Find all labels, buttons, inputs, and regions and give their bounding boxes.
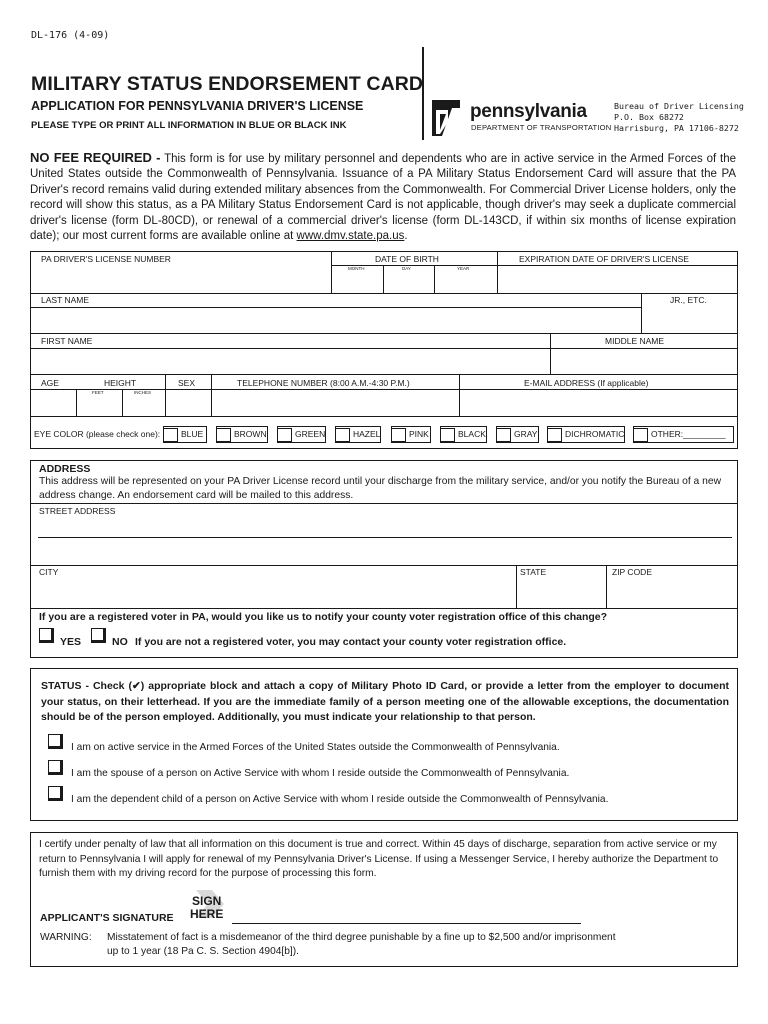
eye-option-label: OTHER:_________	[651, 429, 726, 439]
status-option-checkbox[interactable]	[48, 734, 63, 749]
first-name-label: FIRST NAME	[41, 336, 93, 346]
status-instructions: STATUS - Check (✔) appropriate block and attach a copy of Military Photo ID Card, or provide a letter from the employer to document your status, on their letterhead. If you are the immediate family of a person meeting one of the allowable exceptions, the documentation should be of the person employed. Additionally, you must indicate your relationship to that person.	[41, 680, 729, 723]
keystone-logo-icon	[428, 96, 464, 138]
status-option-active-service: I am on active service in the Armed Forces of the United States outside the Commonwealth of Pennsylvania.	[71, 742, 560, 753]
dob-month-label: MONTH	[348, 266, 365, 271]
eye-option-gray[interactable]	[496, 426, 539, 443]
city-label: CITY	[39, 567, 59, 577]
dob-year-label: YEAR	[457, 266, 470, 271]
status-option-spouse: I am the spouse of a person on Active Service with whom I reside outside the Commonwealth of Pennsylvania.	[71, 768, 570, 779]
eye-option-label: GREEN	[295, 429, 326, 439]
logo-department: DEPARTMENT OF TRANSPORTATION	[471, 123, 612, 132]
eye-option-label: HAZEL	[353, 429, 381, 439]
street-label: STREET ADDRESS	[39, 506, 116, 516]
dmv-website-link[interactable]: www.dmv.state.pa.us	[296, 230, 405, 243]
age-field[interactable]	[31, 390, 76, 416]
intro-paragraph	[30, 150, 736, 244]
voter-yes-label: YES	[60, 636, 82, 648]
checkbox[interactable]	[496, 428, 511, 442]
first-name-field[interactable]	[31, 349, 550, 374]
eye-option-label: BROWN	[234, 429, 267, 439]
height-inches-field[interactable]	[123, 396, 165, 416]
voter-yes-checkbox[interactable]	[39, 628, 54, 643]
intro-end: .	[404, 230, 408, 243]
zip-field[interactable]	[607, 579, 737, 608]
zip-label: ZIP CODE	[612, 567, 652, 577]
eye-option-other[interactable]	[633, 426, 734, 443]
page-subtitle: APPLICATION FOR PENNSYLVANIA DRIVER'S LICENSE	[31, 99, 364, 113]
eye-color-label: EYE COLOR (please check one):	[34, 429, 161, 439]
checkbox[interactable]	[547, 428, 562, 442]
checkbox[interactable]	[391, 428, 406, 442]
city-field[interactable]	[31, 579, 516, 608]
sign-here-line2: HERE	[190, 907, 224, 921]
middle-name-field[interactable]	[551, 349, 737, 374]
bureau-address	[614, 101, 744, 134]
eye-option-label: GRAY	[514, 429, 538, 439]
address-heading: ADDRESS	[39, 463, 91, 475]
status-option-checkbox[interactable]	[48, 786, 63, 801]
checkbox[interactable]	[440, 428, 455, 442]
eye-option-dichromatic[interactable]	[547, 426, 625, 443]
eye-option-label: DICHROMATIC	[565, 429, 625, 439]
checkbox[interactable]	[277, 428, 292, 442]
email-field[interactable]	[460, 390, 737, 416]
voter-question: If you are a registered voter in PA, would you like us to notify your county voter registration office of this change?	[39, 611, 608, 623]
signature-label: APPLICANT'S SIGNATURE	[40, 912, 174, 924]
street-field[interactable]	[38, 518, 732, 537]
sex-label: SEX	[178, 378, 196, 388]
address-note: This address will be represented on your PA Driver License record until your discharge from the military service, and/or you notify the Bureau of a new address change. An endorsement card will be mailed to this address.	[39, 476, 722, 501]
height-feet-label: FEET	[92, 390, 104, 395]
eye-option-blue[interactable]	[163, 426, 207, 443]
checkbox[interactable]	[216, 428, 231, 442]
eye-option-brown[interactable]	[216, 426, 268, 443]
email-label: E-MAIL ADDRESS (If applicable)	[524, 378, 649, 388]
warning-line-2: up to 1 year (18 Pa C. S. Section 4904[b]).	[107, 946, 299, 957]
dob-day-label: DAY	[402, 266, 411, 271]
expiration-label: EXPIRATION DATE OF DRIVER'S LICENSE	[519, 254, 689, 264]
sex-field[interactable]	[166, 390, 211, 416]
status-option-checkbox[interactable]	[48, 760, 63, 775]
warning-line-1: Misstatement of fact is a misdemeanor of the third degree punishable by a fine up to $2,500 and/or imprisonment	[107, 932, 616, 943]
dob-label: DATE OF BIRTH	[375, 254, 439, 264]
voter-no-checkbox[interactable]	[91, 628, 106, 643]
last-name-field[interactable]	[31, 308, 641, 333]
form-number: DL-176 (4-09)	[31, 30, 110, 41]
bureau-line: Harrisburg, PA 17106-8272	[614, 123, 739, 133]
license-number-field[interactable]	[31, 265, 331, 293]
page-title: MILITARY STATUS ENDORSEMENT CARD	[31, 73, 424, 95]
bureau-line: P.O. Box 68272	[614, 112, 684, 122]
bureau-line: Bureau of Driver Licensing	[614, 101, 744, 111]
expiration-field[interactable]	[498, 266, 737, 293]
middle-name-label: MIDDLE NAME	[605, 336, 665, 346]
warning-label: WARNING:	[40, 932, 92, 943]
eye-option-hazel[interactable]	[335, 426, 381, 443]
suffix-field[interactable]	[642, 307, 737, 333]
height-feet-field[interactable]	[77, 396, 122, 416]
ink-instruction: PLEASE TYPE OR PRINT ALL INFORMATION IN BLUE OR BLACK INK	[31, 120, 347, 131]
checkbox[interactable]	[633, 428, 648, 442]
suffix-label: JR., ETC.	[670, 295, 707, 305]
status-option-dependent: I am the dependent child of a person on Active Service with whom I reside outside the Commonwealth of Pennsylvania.	[71, 794, 609, 805]
height-label: HEIGHT	[104, 378, 137, 388]
eye-option-pink[interactable]	[391, 426, 431, 443]
eye-option-label: BLACK	[458, 429, 486, 439]
height-inches-label: INCHES	[134, 390, 152, 395]
last-name-label: LAST NAME	[41, 295, 90, 305]
signature-field[interactable]	[232, 900, 581, 923]
eye-option-green[interactable]	[277, 426, 326, 443]
telephone-field[interactable]	[212, 390, 459, 416]
intro-body: This form is for use by military personnel and dependents who are in active service in the Armed Forces of the United States outside the Commonwealth of Pennsylvania. Issuance of a PA Military Status Endorsement Card will assure that the PA Driver's record remains valid during extended military absences from the Commonwealth. For Commercial Driver License holders, only the record will show this status, as a PA Military Status Endorsement Card is not applicable, though driver's may seek a duplicate commercial driver's license (form DL-80CD), or renewal of a commercial driver's license (form DL-143CD, if within six months of license expiration date); our most current forms are available online at	[30, 153, 736, 243]
voter-no-label: NO	[112, 636, 128, 648]
checkbox[interactable]	[335, 428, 350, 442]
checkbox[interactable]	[163, 428, 178, 442]
sign-here-line1: SIGN	[192, 894, 222, 908]
license-number-label: PA DRIVER'S LICENSE NUMBER	[41, 254, 171, 264]
certification-text: I certify under penalty of law that all information on this document is true and correct. Within 45 days of discharge, separation from active service or my return to Pennsylvania I will apply for renewal of my Pennsylvania Driver's License. If using a Messenger Service, I hereby authorize the Department to furnish them with my driving record for the purpose of processing this form.	[39, 839, 719, 879]
no-fee-lead: NO FEE REQUIRED -	[30, 150, 161, 165]
eye-option-black[interactable]	[440, 426, 487, 443]
eye-option-label: BLUE	[181, 429, 204, 439]
age-label: AGE	[41, 378, 59, 388]
voter-note: If you are not a registered voter, you may contact your county voter registration office.	[135, 636, 567, 648]
telephone-label: TELEPHONE NUMBER (8:00 A.M.-4:30 P.M.)	[237, 378, 410, 388]
eye-option-label: PINK	[409, 429, 429, 439]
state-label: STATE	[520, 567, 547, 577]
state-field[interactable]	[517, 579, 606, 608]
logo-wordmark: pennsylvania	[470, 101, 587, 122]
